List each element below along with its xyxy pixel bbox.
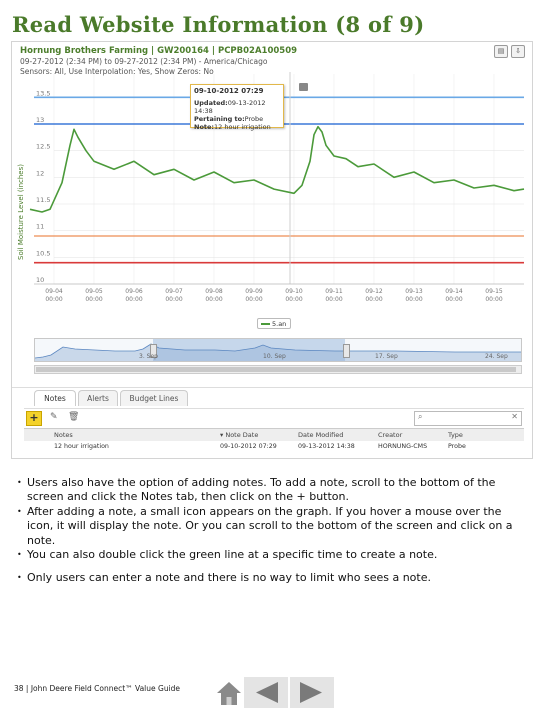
col-note-date[interactable] <box>220 429 258 441</box>
cell-date-modified: 09-13-2012 14:38 <box>298 443 355 450</box>
navigator-label-4: 24. Sep <box>485 353 508 360</box>
y-tick-label: 12 <box>36 169 45 178</box>
y-tick-label: 10.5 <box>36 249 51 258</box>
cell-note: 12 hour irrigation <box>54 443 109 450</box>
navigator-scrollbar[interactable] <box>34 365 522 374</box>
notes-toolbar <box>24 408 524 427</box>
tooltip-pertaining-value: Probe <box>244 115 264 123</box>
x-tick-label: 09-05 00:00 <box>85 288 103 303</box>
edit-pencil-icon[interactable]: ✎ <box>50 412 58 422</box>
bullet-4: • Only users can enter a note and there is no way to limit who sees a note. <box>27 571 515 585</box>
chart-panel <box>12 42 532 387</box>
col-date-modified[interactable]: Date Modified <box>298 431 344 439</box>
sort-down-icon: ▾ <box>220 431 226 439</box>
page-title: Read Website Information (8 of 9) <box>12 12 425 37</box>
range-navigator[interactable] <box>34 338 522 362</box>
delete-trash-icon[interactable]: 🗑 <box>68 412 80 422</box>
col-notes[interactable]: Notes <box>54 431 73 439</box>
export-icon[interactable]: ⇩ <box>511 45 525 58</box>
chart-legend[interactable] <box>257 318 291 329</box>
search-icon: ⌕ <box>418 412 423 421</box>
notes-search-input[interactable] <box>414 411 522 426</box>
tab-alerts[interactable]: Alerts <box>78 390 118 406</box>
x-tick-label: 09-06 00:00 <box>125 288 143 303</box>
col-type[interactable]: Type <box>448 431 463 439</box>
x-tick-label: 09-07 00:00 <box>165 288 183 303</box>
bullet-2: • After adding a note, a small icon appears on the graph. If you hover a mouse over the icon, it will display the note. Or you can scroll to the bottom of the screen and click on a note. <box>27 505 515 548</box>
tooltip-updated-label: Updated: <box>194 99 228 107</box>
next-arrow-icon[interactable] <box>290 677 334 708</box>
home-icon[interactable] <box>214 677 244 708</box>
x-tick-label: 09-08 00:00 <box>205 288 223 303</box>
navigator-right-handle[interactable] <box>343 344 350 358</box>
bullet-1: • Users also have the option of adding notes. To add a note, scroll to the bottom of the screen and click the Notes tab, then click on the + button. <box>27 476 515 505</box>
y-axis-label: Soil Moisture Level (inches) <box>17 164 25 260</box>
note-tooltip <box>190 84 284 131</box>
print-icon[interactable]: ▤ <box>494 45 508 58</box>
navigator-label-3: 17. Sep <box>375 353 398 360</box>
y-tick-label: 10 <box>36 276 45 284</box>
tooltip-pertaining-label: Pertaining to: <box>194 115 245 123</box>
col-creator[interactable]: Creator <box>378 431 403 439</box>
x-tick-label: 09-13 00:00 <box>405 288 423 303</box>
y-tick-label: 13 <box>36 116 45 124</box>
tooltip-updated-value: 09-13-2012 14:38 <box>194 99 266 115</box>
x-tick-label: 09-11 00:00 <box>325 288 343 303</box>
scrollbar-thumb[interactable] <box>36 367 516 372</box>
notes-table-header <box>24 428 524 442</box>
chart-header-settings: Sensors: All, Use Interpolation: Yes, Show Zeros: No <box>20 67 214 76</box>
previous-arrow-icon[interactable] <box>244 677 288 708</box>
navigator-label-2: 10. Sep <box>263 353 286 360</box>
x-tick-label: 09-04 00:00 <box>45 288 63 303</box>
footer-page-label: 38 | John Deere Field Connect™ Value Guide <box>14 684 181 693</box>
x-tick-label: 09-14 00:00 <box>445 288 463 303</box>
cell-creator: HORNUNG-CMS <box>378 443 428 450</box>
table-row[interactable] <box>24 441 524 453</box>
tooltip-note-value: 12 hour irrigation <box>214 123 271 131</box>
website-screenshot <box>11 41 533 459</box>
legend-swatch <box>261 323 270 325</box>
tab-notes[interactable]: Notes <box>34 390 76 406</box>
y-tick-label: 11.5 <box>36 196 51 204</box>
plot-area <box>54 74 524 284</box>
y-tick-label: 12.5 <box>36 142 51 151</box>
notes-panel <box>12 387 532 459</box>
add-note-button[interactable]: + <box>26 411 42 426</box>
navigator-label-1: 3. Sep <box>139 353 158 360</box>
col-note-date-label: Note Date <box>225 431 259 439</box>
tab-budget-lines[interactable]: Budget Lines <box>120 390 188 406</box>
bullet-3: • You can also double click the green line at a specific time to create a note. <box>27 548 515 562</box>
x-tick-label: 09-12 00:00 <box>365 288 383 303</box>
chart-header-daterange: 09-27-2012 (2:34 PM) to 09-27-2012 (2:34 PM) - America/Chicago <box>20 57 268 66</box>
y-tick-label: 11 <box>36 222 45 231</box>
clear-search-icon[interactable]: ✕ <box>511 412 518 421</box>
legend-label: 5.an <box>272 320 287 328</box>
cell-type: Probe <box>448 443 466 450</box>
instruction-list <box>27 476 515 586</box>
tooltip-note-label: Note: <box>194 123 215 131</box>
note-marker-icon[interactable] <box>299 83 308 91</box>
x-tick-label: 09-09 00:00 <box>245 288 263 303</box>
y-tick-label: 13.5 <box>36 89 51 98</box>
chart-header-title: Hornung Brothers Farming | GW200164 | PCPB02A100509 <box>20 46 298 56</box>
tooltip-title: 09-10-2012 07:29 <box>194 87 264 95</box>
cell-note-date: 09-10-2012 07:29 <box>220 443 277 450</box>
x-tick-label: 09-15 00:00 <box>485 288 503 303</box>
x-tick-label: 09-10 00:00 <box>285 288 303 303</box>
